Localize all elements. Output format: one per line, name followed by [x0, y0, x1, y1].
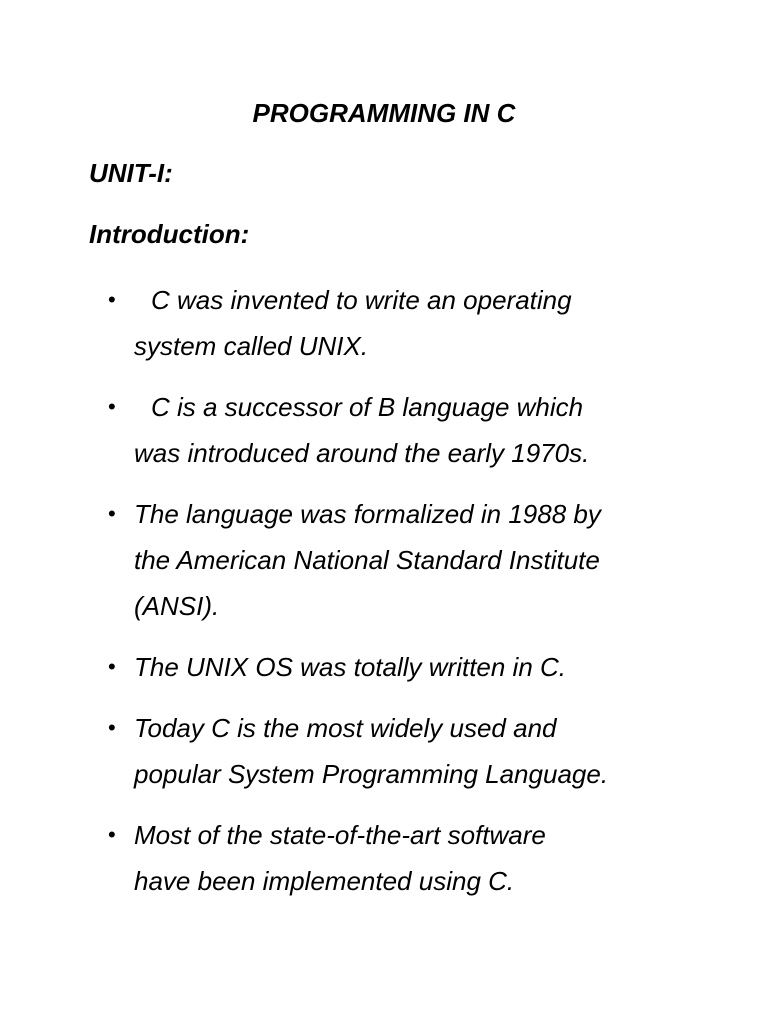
- unit-heading: UNIT-I:: [89, 158, 173, 188]
- bullet-icon: •: [108, 654, 116, 679]
- list-item: [0, 491, 768, 629]
- bullet-text-line: [134, 277, 728, 323]
- list-item: [0, 277, 768, 369]
- bullet-text-line: Today C is the most widely used and: [134, 713, 557, 743]
- bullet-text-line: (ANSI).: [134, 591, 220, 621]
- bullet-text-line: The language was formalized in 1988 by: [134, 499, 601, 529]
- bullet-list: [0, 277, 768, 919]
- bullet-text-line: Most of the state-of-the-art software: [134, 820, 546, 850]
- bullet-icon: •: [108, 501, 116, 526]
- bullet-icon: •: [108, 822, 116, 847]
- bullet-text-line: have been implemented using C.: [134, 866, 515, 896]
- list-item: [0, 812, 768, 904]
- bullet-text-line: [134, 384, 728, 430]
- bullet-text-line: The UNIX OS was totally written in C.: [134, 652, 567, 682]
- bullet-text-line: was introduced around the early 1970s.: [134, 438, 590, 468]
- list-item: [0, 644, 768, 690]
- document-title: PROGRAMMING IN C: [252, 98, 516, 128]
- bullet-text-line: popular System Programming Language.: [134, 759, 609, 789]
- bullet-text: C is a successor of B language which: [151, 392, 584, 422]
- bullet-icon: •: [108, 394, 116, 419]
- bullet-icon: •: [108, 715, 116, 740]
- list-item: [0, 384, 768, 476]
- bullet-text: C was invented to write an operating: [151, 285, 572, 315]
- bullet-text-line: system called UNIX.: [134, 331, 369, 361]
- bullet-text-line: the American National Standard Institute: [134, 545, 600, 575]
- bullet-icon: •: [108, 287, 116, 312]
- section-heading: Introduction:: [89, 219, 250, 249]
- list-item: [0, 705, 768, 797]
